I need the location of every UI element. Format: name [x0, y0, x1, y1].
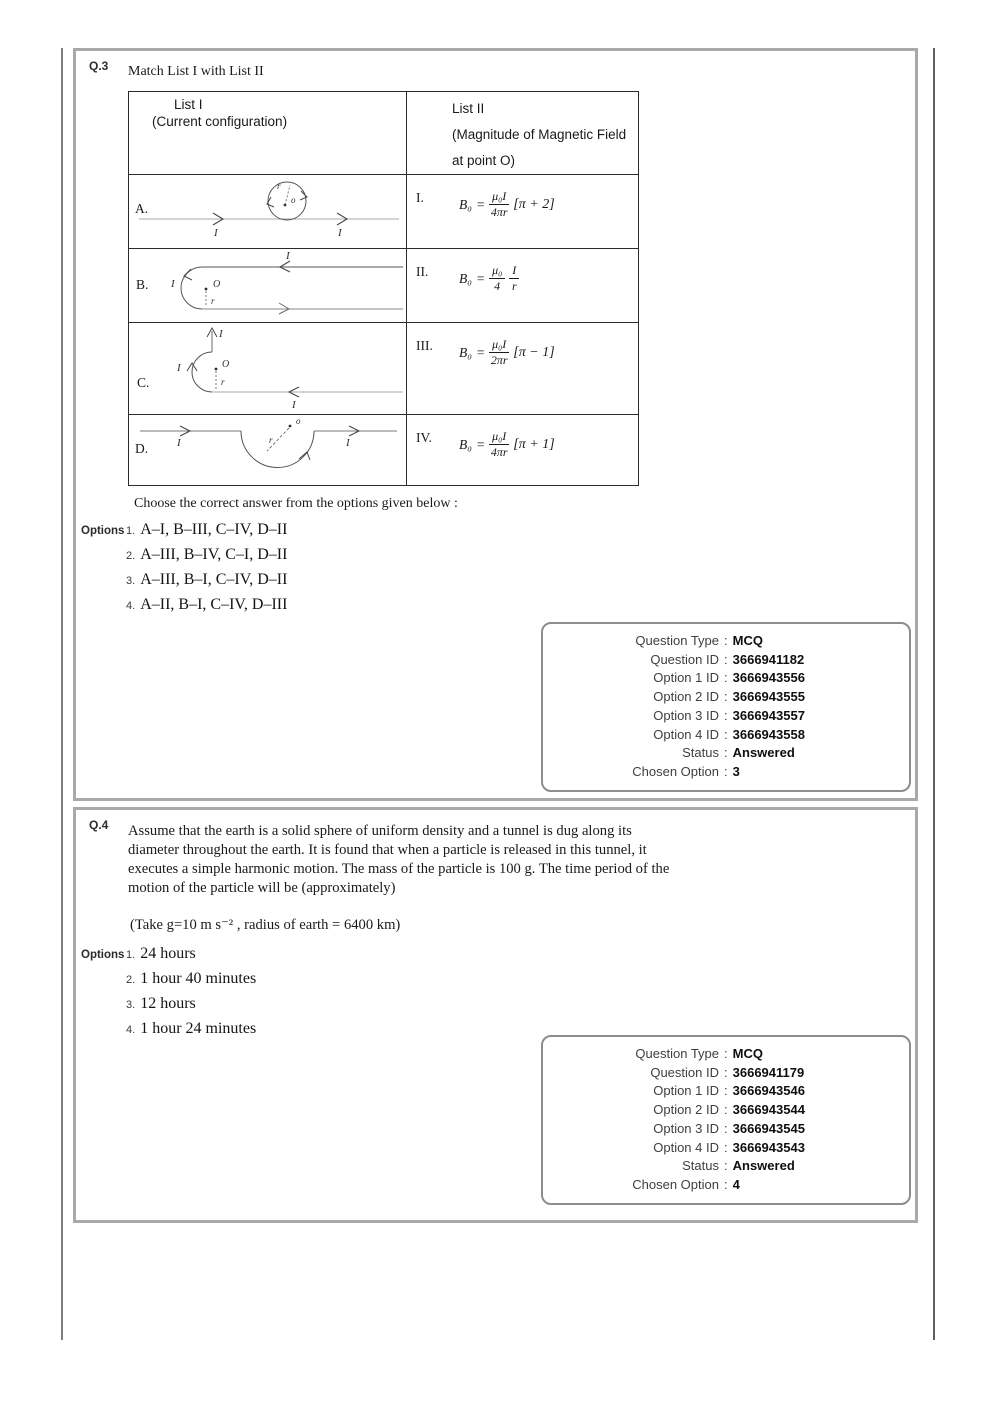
q3-option-2: 2. A–III, B–IV, C–I, D–II [126, 546, 288, 563]
list2-header-cell [407, 92, 639, 175]
question-panel-q4 [73, 807, 918, 1223]
q4-meta-question-type: Question Type : MCQ [635, 1046, 763, 1061]
svg-text:o: o [296, 416, 301, 426]
svg-text:r: r [277, 181, 281, 191]
formula-cell-4 [407, 415, 639, 486]
svg-text:I: I [219, 328, 223, 340]
q4-option-4: 4. 1 hour 24 minutes [126, 1020, 257, 1037]
svg-text:O: O [213, 279, 221, 290]
q4-meta-option3-id: Option 3 ID : 3666943545 [653, 1120, 805, 1136]
q3-choose-text: Choose the correct answer from the options given below : [134, 496, 458, 511]
match-list-table [128, 91, 639, 486]
q4-meta-option4-id: Option 4 ID : 3666943543 [653, 1139, 805, 1155]
svg-text:O: O [222, 359, 230, 370]
row-label-a: A. [135, 201, 149, 216]
diagram-d-wire-with-dip [129, 415, 407, 485]
formula-1: B₀ = $\frac{\text{μ₀I}}{4\pi r}$ [π + 2] [459, 189, 555, 219]
q3-meta-question-id: Question ID : 3666941182 [650, 651, 805, 667]
diagram-b-hairpin-wire [129, 249, 407, 321]
q4-meta-chosen-option: Chosen Option : 4 [632, 1176, 740, 1192]
q4-header-row [76, 810, 915, 934]
q3-metadata-box [541, 622, 911, 792]
q3-meta-option1-id: Option 1 ID : 3666943556 [653, 670, 805, 686]
q3-meta-chosen-option: Chosen Option : 3 [632, 763, 740, 779]
row-label-c: C. [137, 375, 150, 390]
roman-2: II. [416, 264, 429, 279]
list2-subtitle-1: (Magnitude of Magnetic Field [452, 127, 627, 142]
q3-content [128, 59, 915, 512]
svg-text:r: r [269, 435, 273, 445]
q4-meta-option1-id: Option 1 ID : 3666943546 [653, 1083, 805, 1099]
diagram-c-semicircle-bend [129, 323, 407, 413]
list1-title: List I [174, 97, 203, 112]
q4-content [128, 818, 915, 934]
q4-option-2: 2. 1 hour 40 minutes [126, 970, 257, 987]
q4-meta-status: Status : Answered [682, 1158, 795, 1174]
list2-title: List II [452, 101, 485, 116]
q4-given-values: (Take g=10 m s⁻² , radius of earth = 6400 km) [130, 917, 401, 933]
q4-question-text: Assume that the earth is a solid sphere of uniform density and a tunnel is dug along its diameter throughout the earth. It is found that when a particle is released in this tunnel, it executes a simple harmonic motion. The mass of the particle is 100 g. The time period of the motion of the particle will be (approximately) [128, 823, 670, 896]
q3-prompt: Match List I with List II [128, 64, 264, 79]
config-cell-b [129, 249, 407, 323]
q3-header-row [76, 51, 915, 512]
svg-text:I: I [346, 437, 350, 449]
q3-options [76, 521, 915, 614]
config-cell-d [129, 415, 407, 486]
list1-subtitle: (Current configuration) [152, 114, 288, 129]
q4-meta-question-id: Question ID : 3666941179 [650, 1064, 805, 1080]
formula-cell-3 [407, 323, 639, 415]
q3-meta-option2-id: Option 2 ID : 3666943555 [653, 689, 805, 705]
q4-options-label: Options [81, 949, 125, 961]
svg-text:I: I [292, 399, 296, 411]
q3-meta-question-type: Question Type : MCQ [635, 633, 763, 648]
q4-meta-option2-id: Option 2 ID : 3666943544 [653, 1102, 805, 1118]
formula-cell-2 [407, 249, 639, 323]
svg-text:I: I [286, 250, 290, 262]
list2-subtitle-2: at point O) [452, 153, 516, 168]
config-cell-a [129, 175, 407, 249]
q4-option-1: 1. 24 hours [126, 945, 196, 962]
q4-number: Q.4 [89, 818, 109, 832]
svg-text:o: o [291, 195, 296, 205]
q3-meta-option3-id: Option 3 ID : 3666943557 [653, 707, 805, 723]
svg-text:r: r [211, 296, 215, 306]
svg-text:r: r [221, 377, 225, 387]
formula-cell-1 [407, 175, 639, 249]
svg-text:I: I [177, 362, 181, 374]
question-panel-q3 [73, 48, 918, 801]
roman-4: IV. [416, 430, 432, 445]
q4-option-3: 3. 12 hours [126, 995, 196, 1012]
svg-text:I: I [214, 227, 218, 239]
svg-text:I: I [338, 227, 342, 239]
q3-meta-status: Status : Answered [682, 745, 795, 761]
roman-1: I. [416, 190, 424, 205]
q3-option-4: 4. A–II, B–I, C–IV, D–III [126, 596, 288, 613]
q3-meta-option4-id: Option 4 ID : 3666943558 [653, 726, 805, 742]
q3-options-label: Options [81, 525, 125, 537]
q4-metadata-box [541, 1035, 911, 1205]
formula-2: B₀ = $\frac{\text{μ₀}}{4}$ $\frac{I}{r}$ [459, 264, 523, 293]
svg-text:I: I [171, 278, 175, 290]
roman-3: III. [416, 338, 433, 353]
row-label-b: B. [136, 277, 149, 292]
row-label-d: D. [135, 441, 149, 456]
q3-option-3: 3. A–III, B–I, C–IV, D–II [126, 571, 288, 588]
formula-4: B₀ = $\frac{\text{μ₀I}}{4\pi r}$ [π + 1] [459, 429, 555, 459]
svg-text:I: I [177, 437, 181, 449]
diagram-a-wire-with-loop [129, 175, 407, 247]
list1-header-cell [129, 92, 407, 175]
formula-3: B₀ = $\frac{\text{μ₀I}}{2\pi r}$ [π − 1] [459, 337, 555, 367]
q3-option-1: 1. A–I, B–III, C–IV, D–II [126, 521, 288, 538]
config-cell-c [129, 323, 407, 415]
q3-number: Q.3 [89, 59, 109, 73]
q4-options [76, 945, 915, 1038]
